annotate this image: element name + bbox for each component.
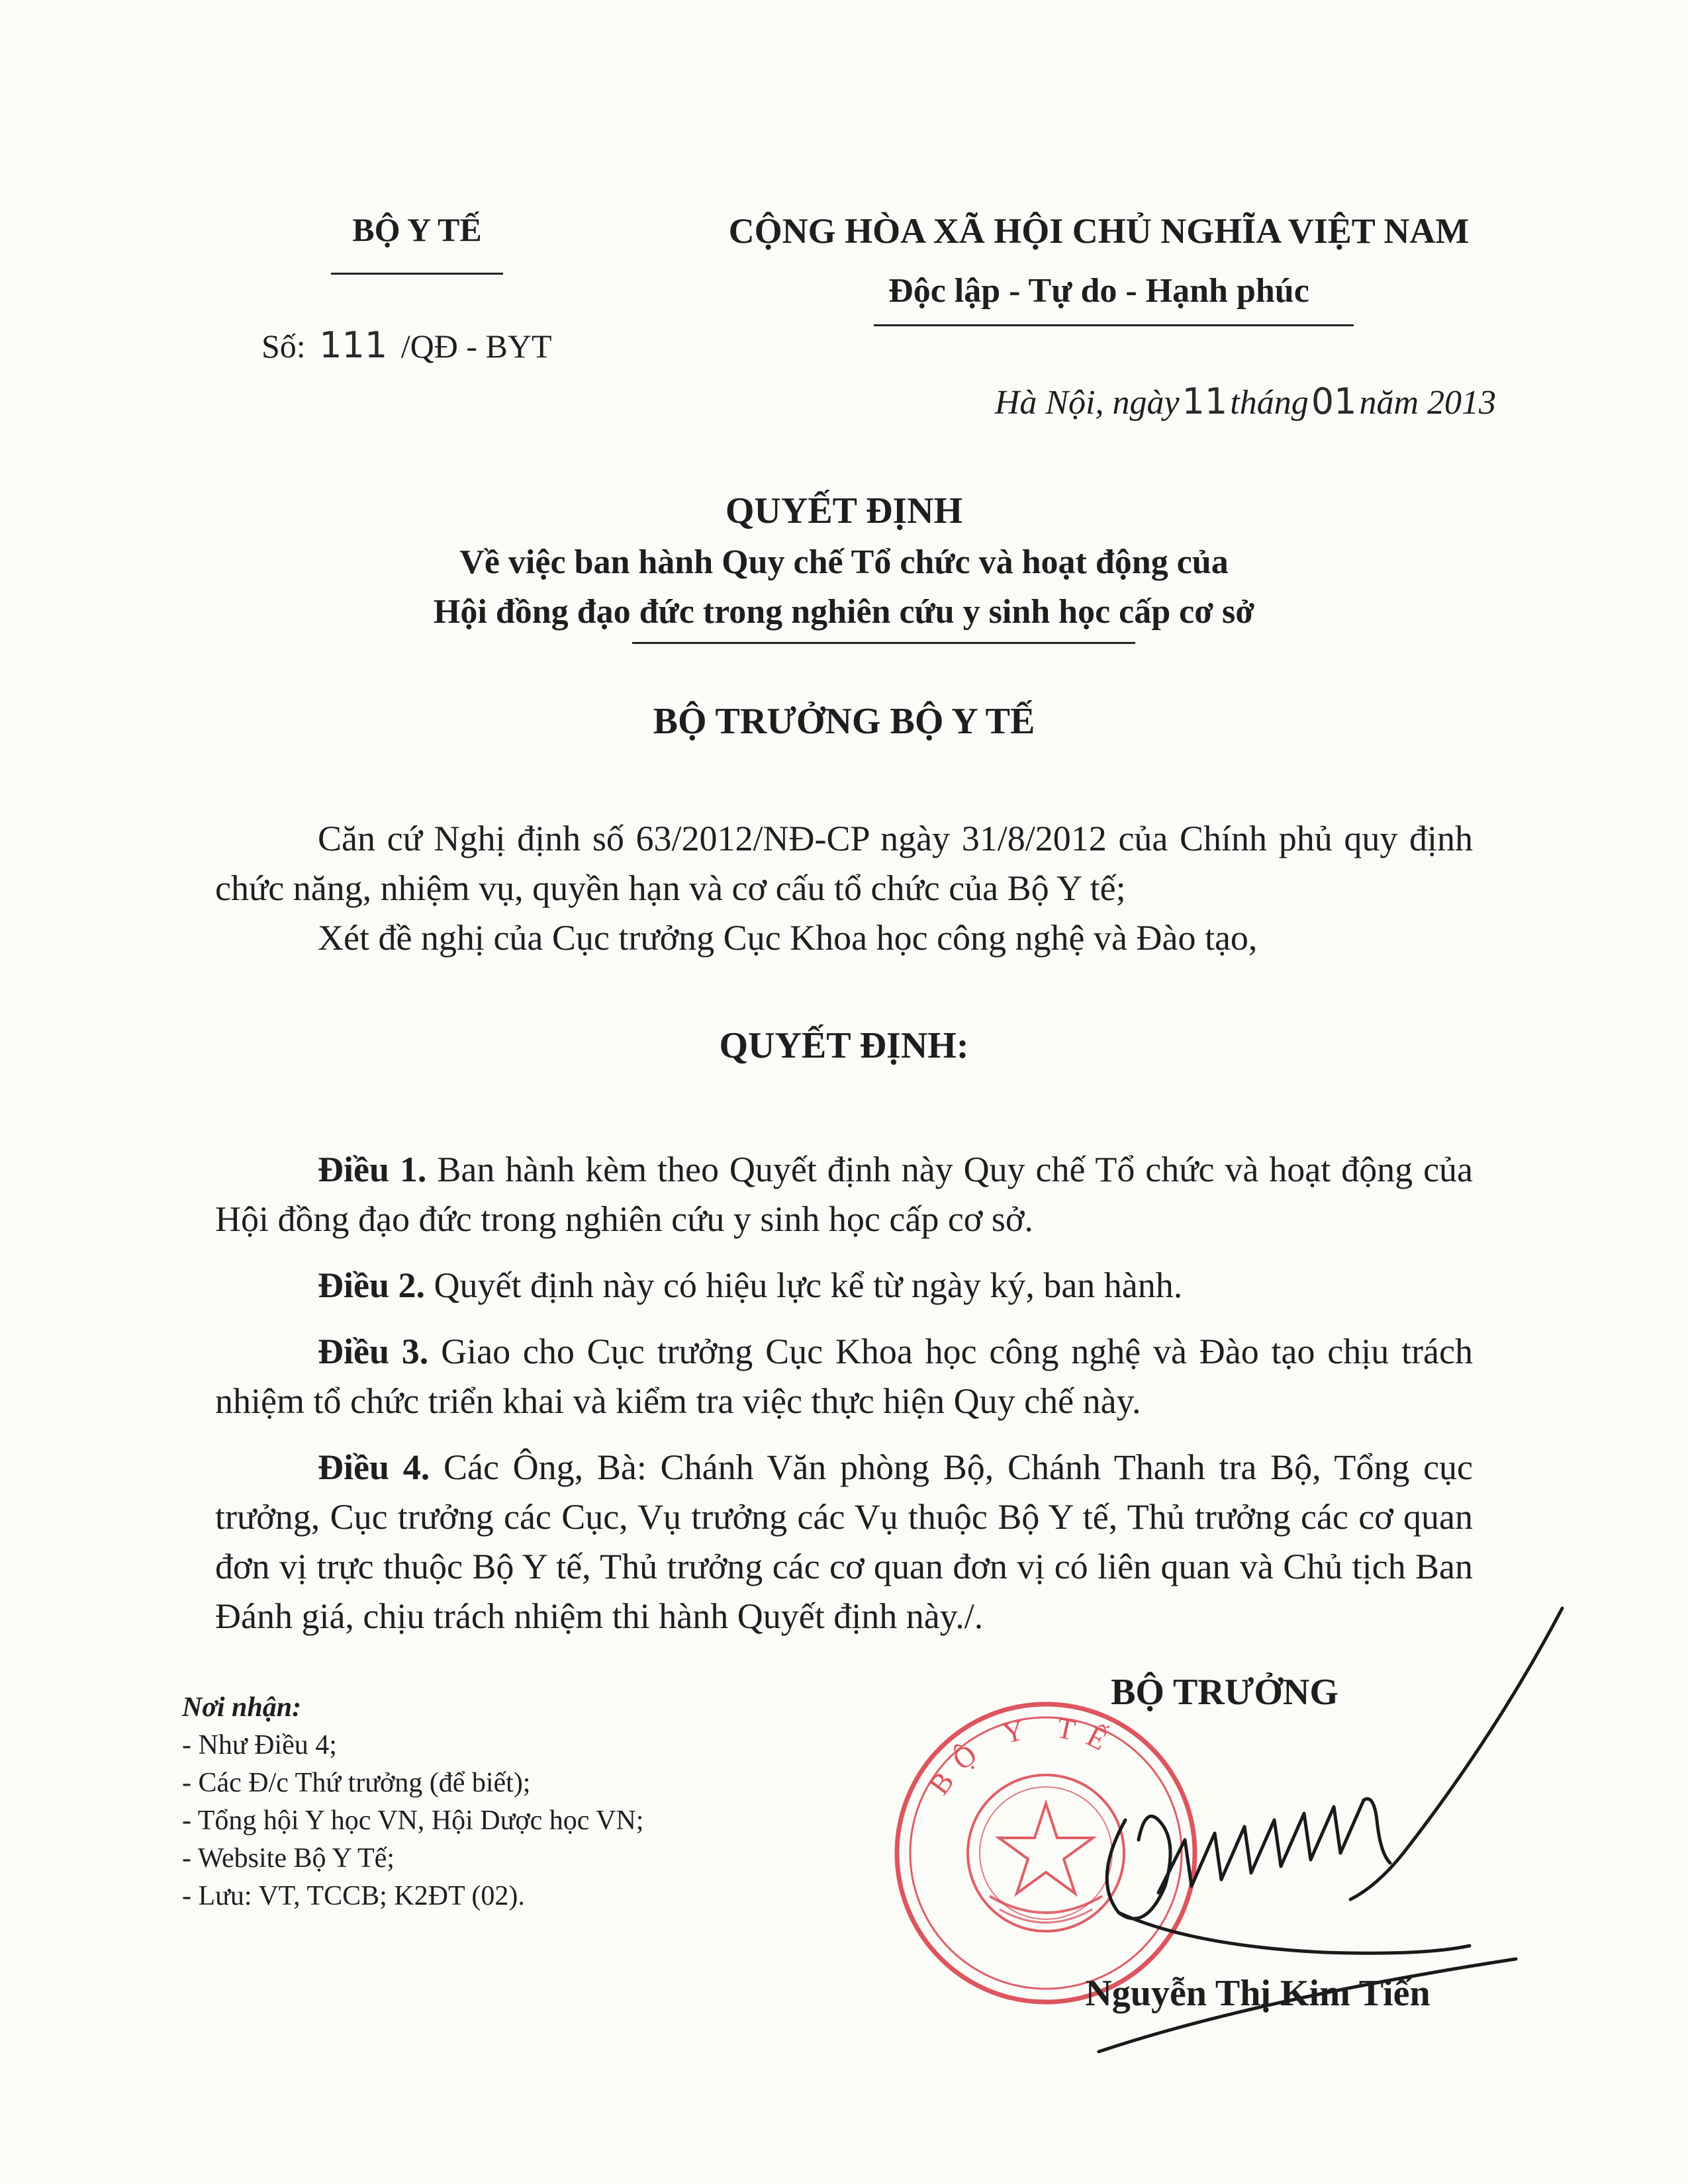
date-place: Hà Nội, ngày: [994, 384, 1180, 422]
recipient-item: - Tổng hội Y học VN, Hội Dược học VN;: [182, 1805, 644, 1836]
article-3: [215, 1327, 1473, 1426]
article-text: Quyết định này có hiệu lực kể từ ngày ký, ban hành.: [434, 1265, 1183, 1305]
recipients-list: [182, 1689, 643, 1915]
doc-no-prefix: Số:: [261, 328, 306, 365]
date-month-handwritten: 01: [1311, 381, 1357, 422]
issuing-ministry: BỘ Y TẾ: [352, 211, 482, 248]
doc-no-handwritten: 111: [319, 324, 388, 366]
ministry-underline: [331, 273, 503, 275]
issuing-authority: BỘ TRƯỞNG BỘ Y TẾ: [653, 701, 1035, 742]
article-1: [215, 1145, 1473, 1244]
doc-no-suffix: /QĐ - BYT: [400, 328, 552, 365]
recipient-item: - Website Bộ Y Tế;: [182, 1843, 395, 1874]
subject-line-2: Hội đồng đạo đức trong nghiên cứu y sinh học cấp cơ sở: [433, 593, 1255, 631]
recipient-item: - Như Điều 4;: [182, 1730, 337, 1760]
motto-underline: [874, 324, 1354, 326]
national-motto: Độc lập - Tự do - Hạnh phúc: [888, 272, 1309, 310]
article-label: Điều 2.: [318, 1265, 425, 1305]
recipient-item: - Các Đ/c Thứ trưởng (để biết);: [182, 1768, 531, 1798]
recipients-heading: Nơi nhận:: [182, 1692, 302, 1723]
signer-name: Nguyễn Thị Kim Tiến: [1085, 1973, 1430, 2014]
article-text: Ban hành kèm theo Quyết định này Quy chế Tổ chức và hoạt động của Hội đồng đạo đức trong nghiên cứu y sinh học cấp cơ sở.: [215, 1150, 1474, 1239]
article-label: Điều 4.: [318, 1447, 430, 1487]
article-text: Các Ông, Bà: Chánh Văn phòng Bộ, Chánh Thanh tra Bộ, Tổng cục trưởng, Cục trưởng các Cục, Vụ trưởng các Vụ thuộc Bộ Y tế, Thủ trưởng các cơ quan đơn vị trực thuộc Bộ Y tế, Thủ trưởng các cơ quan đơn vị có liên quan và Chủ tịch Ban Đánh giá, chịu trách nhiệm thi hành Quyết định này./.: [215, 1447, 1474, 1636]
subject-line-1: Về việc ban hành Quy chế Tổ chức và hoạt động của: [459, 543, 1229, 581]
article-text: Giao cho Cục trưởng Cục Khoa học công nghệ và Đào tạo chịu trách nhiệm tổ chức triển khai và kiểm tra việc thực hiện Quy chế này.: [215, 1332, 1473, 1421]
country-name: CỘNG HÒA XÃ HỘI CHỦ NGHĨA VIỆT NAM: [728, 211, 1470, 251]
decides-heading: QUYẾT ĐỊNH:: [719, 1025, 969, 1066]
seal-text: BỘ Y TẾ: [922, 1711, 1123, 1801]
document-number: [261, 324, 552, 366]
date-day-handwritten: 11: [1182, 381, 1228, 422]
article-2: [215, 1261, 1473, 1310]
article-label: Điều 3.: [318, 1332, 429, 1371]
recipient-item: - Lưu: VT, TCCB; K2ĐT (02).: [182, 1881, 525, 1911]
date-month-label: tháng: [1230, 384, 1309, 422]
subject-underline: [632, 642, 1135, 644]
article-label: Điều 1.: [318, 1150, 427, 1189]
signer-title: BỘ TRƯỞNG: [1111, 1672, 1338, 1713]
document-type-heading: QUYẾT ĐỊNH: [725, 490, 963, 531]
legal-basis: Căn cứ Nghị định số 63/2012/NĐ-CP ngày 31/8/2012 của Chính phủ quy định chức năng, nhiệm vụ, quyền hạn và cơ cấu tổ chức của Bộ Y tế;: [215, 819, 1473, 908]
date-year: năm 2013: [1359, 384, 1496, 422]
proposal-basis: Xét đề nghị của Cục trưởng Cục Khoa học công nghệ và Đào tạo,: [318, 918, 1258, 958]
issue-date: [995, 381, 1496, 422]
